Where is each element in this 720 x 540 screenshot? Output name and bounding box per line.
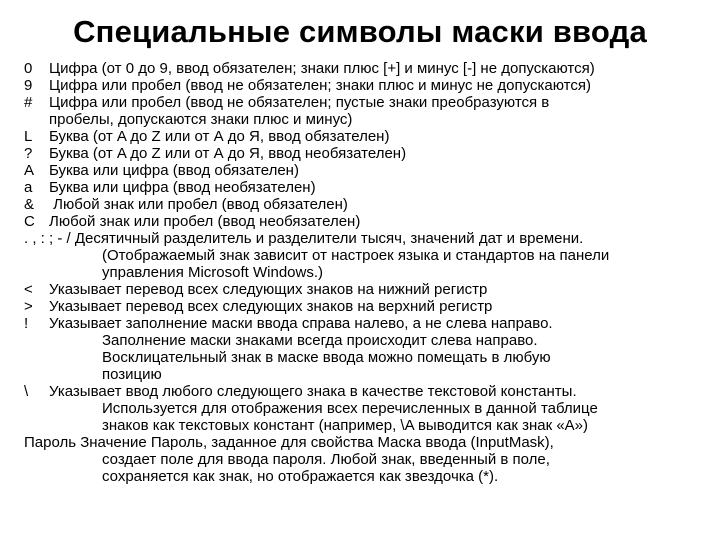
mask-description: Цифра или пробел (ввод не обязателен; знаки плюс и минус не допускаются): [49, 77, 591, 94]
separators-continuation: управления Microsoft Windows.): [102, 264, 324, 281]
list-item: [24, 298, 714, 315]
mask-description-continuation: пробелы, допускаются знаки плюс и минус): [49, 111, 353, 128]
mask-symbol: ?: [24, 145, 33, 162]
list-item: [24, 162, 714, 179]
mask-description-continuation: Восклицательный знак в маске ввода можно помещать в любую: [102, 349, 551, 366]
mask-symbol: L: [24, 128, 33, 145]
mask-description: Цифра (от 0 до 9, ввод обязателен; знаки плюс [+] и минус [-] не допускаются): [49, 60, 595, 77]
mask-symbol: C: [24, 213, 35, 230]
mask-description: Любой знак или пробел (ввод обязателен): [49, 196, 348, 213]
list-item: [24, 77, 714, 94]
mask-description: Цифра или пробел (ввод не обязателен; пустые знаки преобразуются в: [49, 94, 550, 111]
list-item: [24, 145, 714, 162]
list-item: [24, 383, 714, 400]
mask-description: Любой знак или пробел (ввод необязателен): [49, 213, 361, 230]
password-line: Пароль Значение Пароль, заданное для свойства Маска ввода (InputMask),: [24, 434, 554, 451]
mask-description-continuation: Заполнение маски знаками всегда происходит слева направо.: [102, 332, 538, 349]
list-item: [24, 94, 714, 111]
mask-description-continuation: позицию: [102, 366, 162, 383]
mask-symbol: !: [24, 315, 29, 332]
password-continuation: создает поле для ввода пароля. Любой знак, введенный в поле,: [102, 451, 550, 468]
mask-description: Буква или цифра (ввод необязателен): [49, 179, 316, 196]
mask-symbol: 0: [24, 60, 33, 77]
page-title: Специальные символы маски ввода: [73, 14, 647, 49]
list-item: [24, 128, 714, 145]
mask-description: Указывает перевод всех следующих знаков на верхний регистр: [49, 298, 493, 315]
password-continuation: сохраняется как знак, но отображается как звездочка (*).: [102, 468, 499, 485]
mask-description: Указывает ввод любого следующего знака в качестве текстовой константы.: [49, 383, 577, 400]
separators-line: . , : ; - / Десятичный разделитель и разделители тысяч, значений дат и времени.: [24, 230, 584, 247]
list-item: [24, 179, 714, 196]
list-item: [24, 213, 714, 230]
mask-symbol: #: [24, 94, 33, 111]
separators-continuation: (Отображаемый знак зависит от настроек языка и стандартов на панели: [102, 247, 610, 264]
list-item: [24, 315, 714, 332]
mask-symbol: &: [24, 196, 35, 213]
mask-symbol: >: [24, 298, 33, 315]
mask-description: Буква (от A до Z или от А до Я, ввод обязателен): [49, 128, 390, 145]
mask-description: Буква или цифра (ввод обязателен): [49, 162, 299, 179]
mask-description: Указывает перевод всех следующих знаков на нижний регистр: [49, 281, 488, 298]
mask-description-continuation: Используется для отображения всех перечисленных в данной таблице: [102, 400, 598, 417]
list-item: [24, 281, 714, 298]
mask-description: Буква (от A до Z или от А до Я, ввод необязателен): [49, 145, 407, 162]
mask-symbols-list: [24, 60, 714, 485]
mask-symbol: <: [24, 281, 33, 298]
mask-symbol: a: [24, 179, 33, 196]
mask-description: Указывает заполнение маски ввода справа налево, а не слева направо.: [49, 315, 553, 332]
mask-description-continuation: знаков как текстовых констант (например, \A выводится как знак «A»): [102, 417, 589, 434]
mask-symbol: \: [24, 383, 29, 400]
mask-symbol: 9: [24, 77, 33, 94]
mask-symbol: A: [24, 162, 35, 179]
list-item: [24, 60, 714, 77]
list-item: [24, 196, 714, 213]
